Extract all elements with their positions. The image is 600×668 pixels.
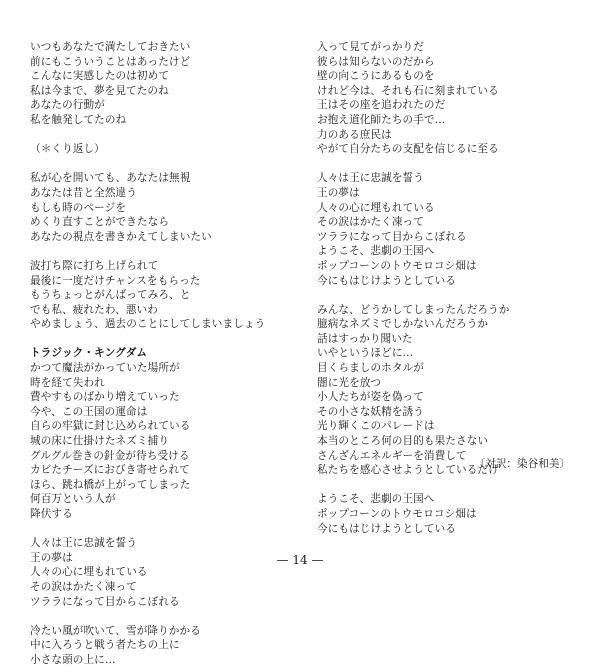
lyric-line: 王の夢は <box>30 551 73 564</box>
lyric-line: 入って見てがっかりだ <box>317 41 424 53</box>
lyric-line: （＊くり返し） <box>30 143 105 156</box>
lyric-line: いつもあなたで満たしておきたい <box>30 41 191 53</box>
lyric-line: 力のある庶民は <box>317 128 392 141</box>
lyric-line: でも私、疲れたわ、悪いわ <box>30 303 158 316</box>
left-lyrics-column <box>30 40 292 668</box>
lyric-line: やめましょう、過去のことにしてしまいましょう <box>30 318 266 331</box>
stanza-gap <box>30 522 292 537</box>
lyric-line: ようこそ、悲劇の王国へ <box>317 245 435 258</box>
lyric-line: 城の床に仕掛けたネズミ捕り <box>30 435 170 448</box>
lyric-line: さんざんエネルギーを消費して <box>317 449 467 462</box>
lyric-line: 前にもこういうことはあったけど <box>30 55 191 68</box>
lyric-line: 本当のところ何の目的も果たさない <box>317 435 489 448</box>
lyric-line: ポップコーンのトウモロコシ畑は <box>317 259 477 272</box>
lyric-line: あなたは昔と全然違う <box>30 186 137 199</box>
lyric-line: ポップコーンのトウモロコシ畑は <box>317 508 477 520</box>
lyric-line: もうちょっとがんばってみろ、と <box>30 289 191 302</box>
stanza-gap <box>30 609 292 624</box>
lyric-line: その涙はかたく凍って <box>317 216 424 229</box>
lyric-line: 闇に光を放つ <box>317 376 382 389</box>
lyric-line: 小人たちが姿を偽って <box>317 391 424 404</box>
stanza-gap <box>317 288 579 303</box>
lyric-line: 小さな頭の上に… <box>30 653 116 666</box>
lyric-line: カビたチーズにおびき寄せられて <box>30 464 190 477</box>
lyric-line: お抱え道化師たちの手で… <box>317 113 446 126</box>
lyric-line: やがて自分たちの支配を信じるに至る <box>317 143 499 156</box>
lyric-line: 壁の向こうにあるものを <box>317 70 435 83</box>
lyric-line: 人々は王に忠誠を誓う <box>30 537 137 550</box>
stanza-gap <box>30 332 292 347</box>
lyric-line: 光り輝くこのパレードは <box>317 420 435 433</box>
translator-credit: 〔対訳：染谷和美〕 <box>474 458 570 470</box>
lyric-line: けれど今は、それも石に刻まれている <box>317 84 499 97</box>
lyric-line: 私を触発してたのね <box>30 113 127 126</box>
lyric-line: 時を経て失われ <box>30 376 105 389</box>
lyric-line: 目くらましのホタルが <box>317 362 424 375</box>
lyric-line: こんなに実感したのは初めて <box>30 70 170 83</box>
lyric-line: 話はすっかり聞いた <box>317 332 413 345</box>
lyric-line: 私たちを感心させようとしているだけ <box>317 464 499 477</box>
stanza-gap <box>317 157 579 172</box>
lyric-line: 今や、この王国の運命は <box>30 405 148 418</box>
stanza-gap <box>30 128 292 143</box>
lyric-line: グルグル巻きの針金が待ち受ける <box>30 449 190 462</box>
lyric-line: 彼らは知らないのだから <box>317 55 435 68</box>
stanza-gap <box>317 478 579 493</box>
lyric-line: 人々の心に埋もれている <box>30 566 148 579</box>
lyric-line: 人々は王に忠誠を誓う <box>317 172 424 185</box>
lyric-line: 最後に一度だけチャンスをもらった <box>30 274 201 287</box>
lyric-line: 私が心を開いても、あなたは無視 <box>30 172 191 185</box>
lyric-line: その小さな妖精を誘う <box>317 405 424 418</box>
lyric-line: 王の夢は <box>317 186 360 199</box>
lyric-line: ほら、跳ね橋が上がってしまった <box>30 478 191 491</box>
lyric-line: めくり直すことができたなら <box>30 216 170 229</box>
section-heading: トラジック・キングダム <box>30 347 148 360</box>
lyric-line: 臆病なネズミでしかないんだろうか <box>317 318 489 331</box>
lyric-line: 降伏する <box>30 508 73 520</box>
stanza-gap <box>30 244 292 259</box>
lyric-line: ツララになって目からこぼれる <box>317 230 467 243</box>
lyric-line: 費やすものばかり増えていった <box>30 391 180 404</box>
lyric-line: みんな、どうかしてしまったんだろうか <box>317 303 510 316</box>
lyric-line: 王はその座を追われたのだ <box>317 99 446 112</box>
lyric-line: 人々の心に埋もれている <box>317 201 435 214</box>
lyric-line: その涙はかたく凍って <box>30 580 137 593</box>
lyric-line: ようこそ、悲劇の王国へ <box>317 493 435 506</box>
lyric-line: 冷たい風が吹いて、雪が降りかかる <box>30 624 201 637</box>
lyric-line: いやというほどに… <box>317 347 414 360</box>
lyric-line: ツララになって目からこぼれる <box>30 595 180 608</box>
lyric-line: 波打ち際に打ち上げられて <box>30 259 159 272</box>
page-number: — 14 — <box>276 553 324 567</box>
stanza-gap <box>30 157 292 172</box>
lyric-line: かつて魔法がかっていた場所が <box>30 362 180 375</box>
lyric-line: あなたの視点を書きかえてしまいたい <box>30 230 212 243</box>
lyric-line: 何百万という人が <box>30 493 116 506</box>
lyric-line: 中に入ろうと戦う者たちの上に <box>30 639 180 652</box>
lyric-line: 自らの牢獄に封じ込められている <box>30 420 191 433</box>
lyric-line: もしも時のページを <box>30 201 127 214</box>
lyric-line: 私は今まで、夢を見てたのね <box>30 84 169 97</box>
lyric-line: 今にもはじけようとしている <box>317 274 457 287</box>
lyric-line: あなたの行動が <box>30 99 105 112</box>
lyric-line: 今にもはじけようとしている <box>317 522 457 535</box>
